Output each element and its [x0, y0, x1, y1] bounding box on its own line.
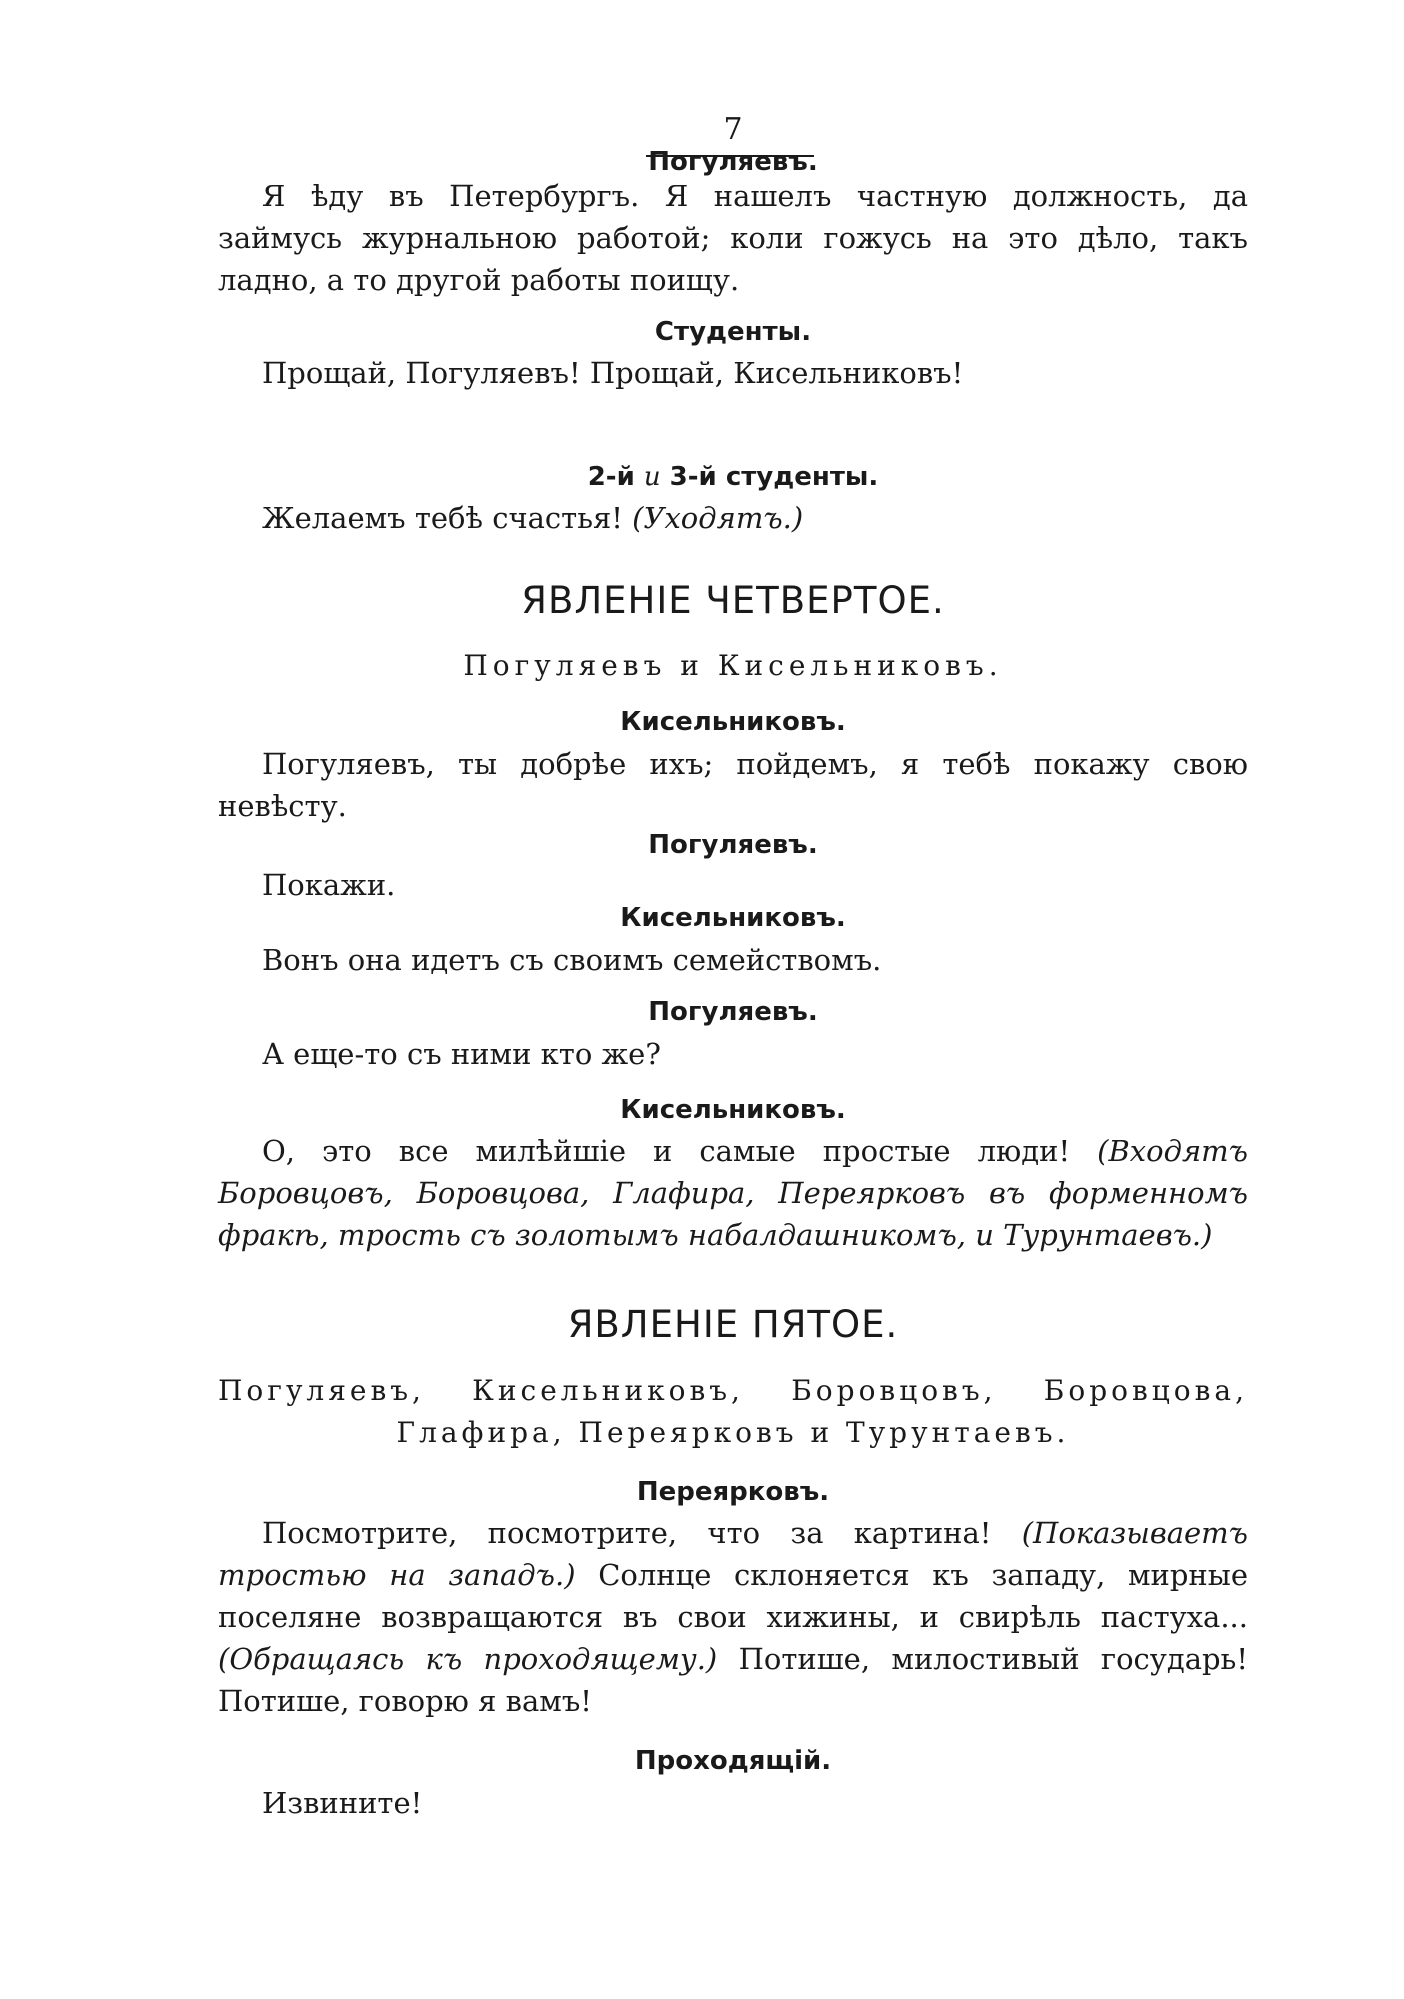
stage-direction: (Уходятъ.) [632, 501, 804, 535]
dialogue-line [218, 1130, 1248, 1256]
scene-title: ЯВЛЕНІЕ ПЯТОЕ. [567, 1303, 899, 1346]
dialogue-line: Извините! [262, 1786, 423, 1820]
dialogue-text: Потише, милостивый государь! Потише, говорю я вамъ! [218, 1642, 1248, 1718]
speaker-conjunction: и [643, 462, 661, 492]
speaker-name: Кисельниковъ. [620, 707, 846, 737]
stage-direction: (Обращаясь къ проходящему.) [218, 1642, 718, 1676]
dialogue-text: Солнце склоняется къ западу, мирные поселяне возвращаются въ свои хижины, и свирѣль пастуха... [218, 1558, 1248, 1634]
stage-direction: (Показываетъ тростью на западъ.) [218, 1516, 1248, 1592]
speaker-name: Погуляевъ. [648, 830, 818, 860]
dialogue-line: Я ѣду въ Петербургъ. Я нашелъ частную должность, да займусь журнальною работой; коли гожусь на это дѣло, такъ ладно, а то другой работы поищу. [218, 179, 1248, 297]
speaker-name: Студенты. [654, 317, 812, 347]
dialogue-line [218, 1512, 1248, 1722]
dialogue-line: Прощай, Погуляевъ! Прощай, Кисельниковъ! [262, 356, 964, 390]
speaker-name-b: 3-й студенты. [669, 462, 879, 492]
scene-title: ЯВЛЕНІЕ ЧЕТВЕРТОЕ. [521, 579, 945, 622]
dialogue-text: Желаемъ тебѣ счастья! [262, 501, 623, 535]
speaker-name: Переярковъ. [636, 1477, 830, 1507]
dialogue-line: Покажи. [262, 868, 396, 902]
speaker-name: Погуляевъ. [648, 147, 818, 177]
speaker-name [218, 461, 1248, 493]
speaker-name: Погуляевъ. [648, 997, 818, 1027]
scene-cast: Погуляевъ, Кисельниковъ, Боровцовъ, Боровцова, Глафира, Переярковъ и Турунтаевъ. [218, 1374, 1248, 1449]
speaker-name: Проходящій. [634, 1746, 832, 1776]
speaker-name: Кисельниковъ. [620, 1095, 846, 1125]
speaker-name-a: 2-й [587, 462, 635, 492]
dialogue-line: Погуляевъ, ты добрѣе ихъ; пойдемъ, я тебѣ покажу свою невѣсту. [218, 747, 1248, 823]
dialogue-line: Вонъ она идетъ съ своимъ семействомъ. [262, 943, 882, 977]
dialogue-line: А еще-то съ ними кто же? [262, 1037, 661, 1071]
dialogue-text: Посмотрите, посмотрите, что за картина! [262, 1516, 992, 1550]
scene-cast: Погуляевъ и Кисельниковъ. [463, 649, 1003, 682]
speaker-name: Кисельниковъ. [620, 903, 846, 933]
dialogue-text: О, это все милѣйшіе и самые простые люди! [262, 1134, 1071, 1168]
dialogue-line [218, 497, 1248, 539]
page-number: 7 [723, 112, 743, 147]
stage-direction: (Входятъ Боровцовъ, Боровцова, Глафира, Переярковъ въ форменномъ фракѣ, трость съ золотымъ набалдашникомъ, и Турунтаевъ.) [218, 1134, 1248, 1252]
